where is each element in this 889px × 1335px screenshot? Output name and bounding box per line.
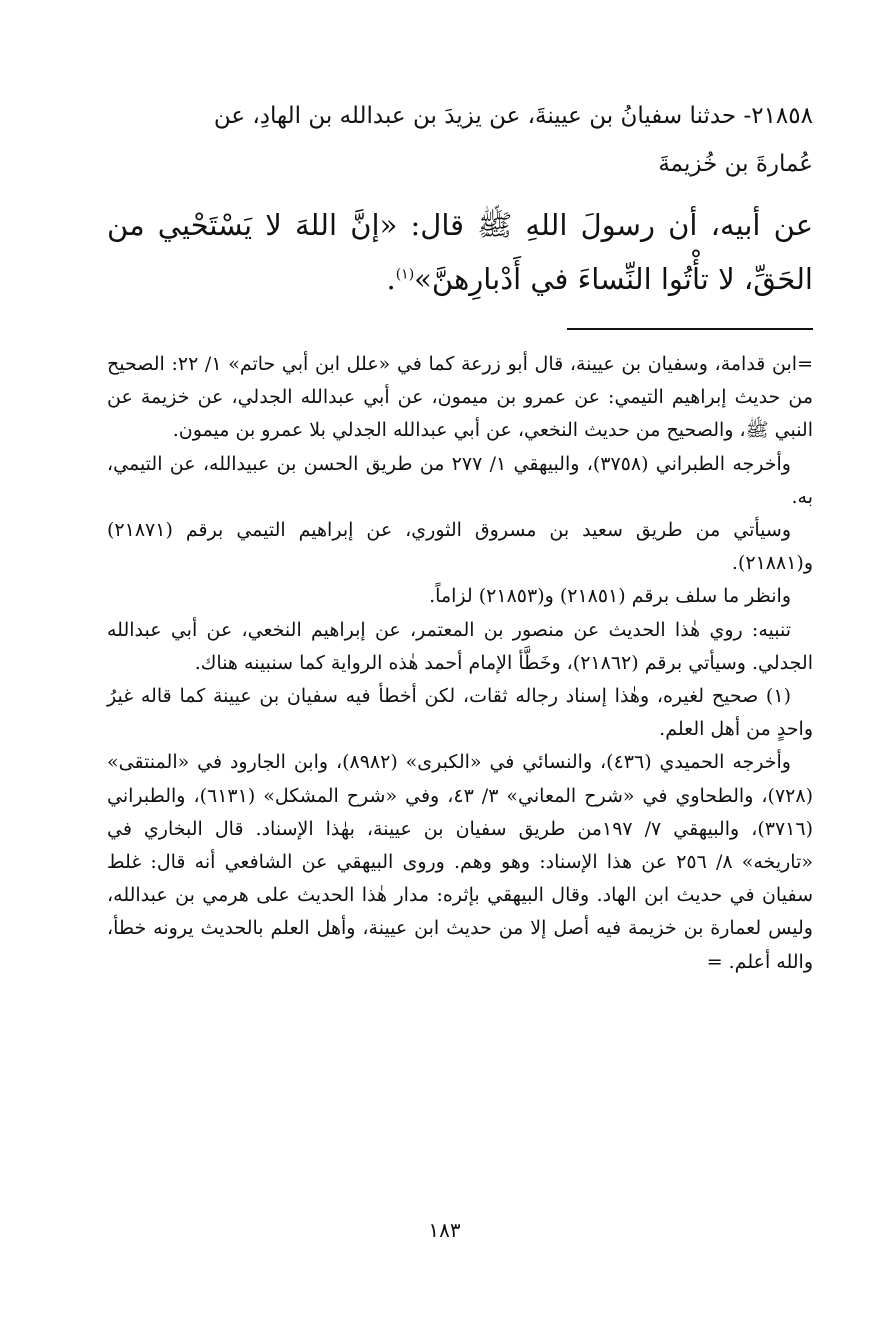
note-tanbih: تنبيه: روي هٰذا الحديث عن منصور بن المعتمر، عن إبراهيم النخعي، عن أبي عبدالله الجدلي. وسيأتي برقم (٢١٨٦٢)، وخَطَّأ الإمام أحمد هٰذه الرواية كما سنبينه هناك. — [107, 618, 813, 674]
note-unzur: وانظر ما سلف برقم (٢١٨٥١) و(٢١٨٥٣) لزاماً. — [429, 585, 791, 608]
note-continued: =ابن قدامة، وسفيان بن عيينة، قال أبو زرعة كما في «علل ابن أبي حاتم» ١/ ٢٢: الصحيح من حديث إبراهيم التيمي: عن عمرو بن ميمون، عن أبي عبدالله الجدلي، عن خزيمة عن النبي ﷺ، والصحيح من حديث النخعي، عن أبي عبدالله الجدلي بلا عمرو بن ميمون. — [107, 353, 813, 442]
hadith-chain-line-1: ٢١٨٥٨- حدثنا سفيانُ بن عيينةَ، عن يزيدَ بن عبدالله بن الهادِ، عن — [213, 103, 813, 129]
footnote-marker: (١) — [395, 266, 415, 283]
footnote-divider — [567, 328, 813, 330]
footnote-1: (١) صحيح لغيره، وهٰذا إسناد رجاله ثقات، لكن أخطأ فيه سفيان بن عيينة كما قاله غيرُ واحدٍ من أهل العلم. — [107, 685, 813, 741]
note-sayati: وسيأتي من طريق سعيد بن مسروق الثوري، عن إبراهيم التيمي برقم (٢١٨٧١) و(٢١٨٨١). — [107, 519, 813, 575]
hadith-chain — [107, 92, 813, 188]
note-humaydi: وأخرجه الحميدي (٤٣٦)، والنسائي في «الكبرى» (٨٩٨٢)، وابن الجارود في «المنتقى» (٧٢٨)، والطحاوي في «شرح المعاني» ٣/ ٤٣، وفي «شرح المشكل» (٦١٣١)، والطبراني (٣٧١٦)، والبيهقي ٧/ ١٩٧من طريق سفيان بن عيينة، بهٰذا الإسناد. قال البخاري في «تاريخه» ٨/ ٢٥٦ عن هذا الإسناد: وهو وهم. وروى البيهقي عن الشافعي أنه قال: غلط سفيان في حديث ابن الهاد. وقال البيهقي بإثره: مدار هٰذا الحديث على هرمي بن عبدالله، وليس لعمارة بن خزيمة فيه أصل إلا من حديث ابن عيينة، وأهل العلم بالحديث يرونه خطأ، والله أعلم. = — [107, 751, 813, 973]
hadith-chain-line-2: عُمارةَ بن خُزيمةَ — [658, 151, 813, 177]
note-tabarani: وأخرجه الطبراني (٣٧٥٨)، والبيهقي ١/ ٢٧٧ من طريق الحسن بن عبيدالله، عن التيمي، به. — [107, 452, 813, 508]
footnotes — [107, 348, 813, 979]
page-content — [107, 92, 813, 979]
page-number: ١٨٣ — [428, 1218, 461, 1242]
hadith-matn — [107, 198, 813, 306]
hadith-block — [107, 92, 813, 306]
hadith-matn-end: . — [386, 262, 396, 296]
hadith-matn-text: عن أبيه، أن رسولَ اللهِ ﷺ قال: «إنَّ اللهَ لا يَسْتَحْيي من الحَقِّ، لا تأْتُوا النِّساءَ في أَدْبارِهنَّ» — [107, 208, 813, 296]
